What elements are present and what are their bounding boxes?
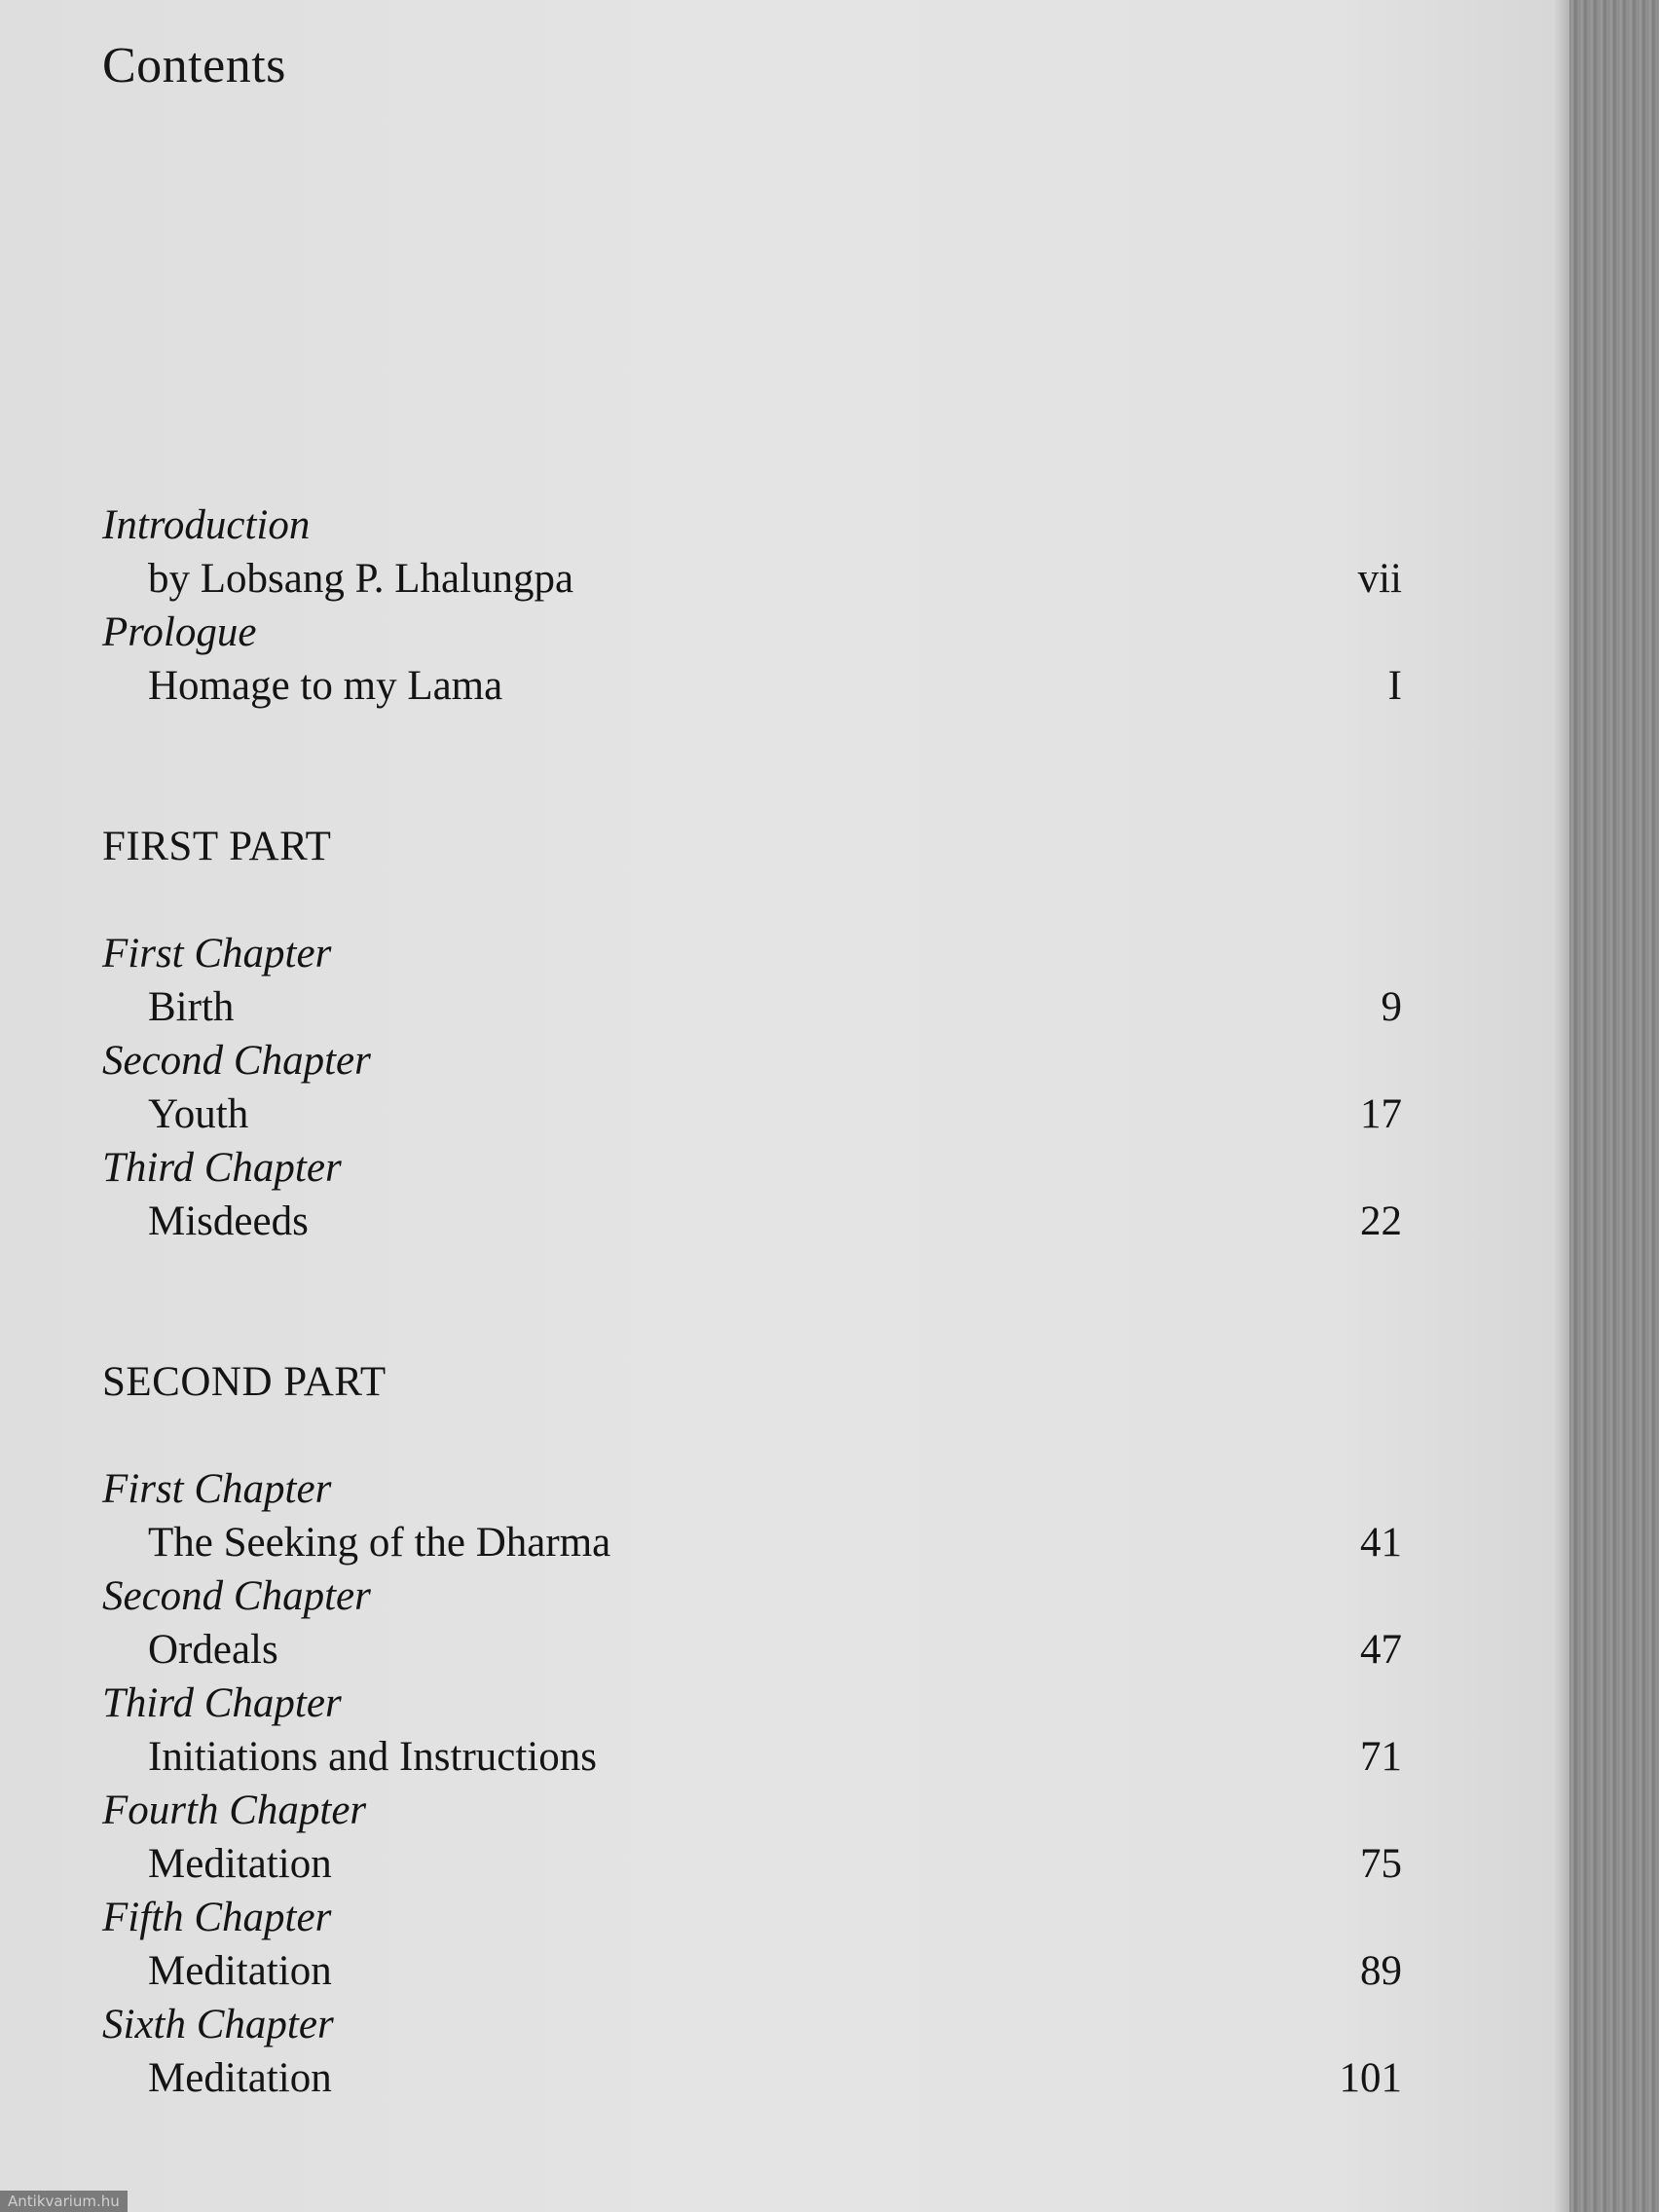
toc-entry-initiations	[102, 1677, 1402, 1784]
page-number: 41	[1360, 1520, 1402, 1566]
entry-label: Fourth Chapter	[102, 1788, 367, 1833]
entry-label: Third Chapter	[102, 1680, 342, 1726]
entry-title	[102, 1088, 1402, 1141]
entry-title	[102, 1623, 1402, 1677]
entry-label: Fifth Chapter	[102, 1895, 332, 1940]
entry-title-text: by Lobsang P. Lhalungpa	[148, 556, 574, 602]
part-heading-second: SECOND PART	[102, 1359, 387, 1405]
entry-title-text: Misdeeds	[148, 1198, 309, 1244]
part-heading-first: FIRST PART	[102, 824, 332, 869]
entry-title	[102, 980, 1402, 1034]
entry-label: Second Chapter	[102, 1573, 371, 1619]
toc-entry-meditation-sixth	[102, 1998, 1402, 2105]
entry-title	[102, 1730, 1402, 1784]
entry-title-text: Homage to my Lama	[148, 663, 503, 709]
toc-entry-meditation-fourth	[102, 1784, 1402, 1891]
toc-entry-birth	[102, 927, 1402, 1034]
entry-title	[102, 659, 1402, 713]
entry-title	[102, 2051, 1402, 2105]
toc-entry-introduction	[102, 498, 1402, 606]
entry-title-text: Youth	[148, 1091, 249, 1137]
entry-title-text: Initiations and Instructions	[148, 1734, 597, 1780]
entry-title-text: Meditation	[148, 2055, 332, 2101]
toc-entry-ordeals	[102, 1569, 1402, 1677]
entry-label: Third Chapter	[102, 1145, 342, 1191]
watermark: Antikvarium.hu	[0, 2191, 128, 2212]
toc-entry-prologue	[102, 606, 1402, 713]
page-stack-edge	[1569, 0, 1659, 2212]
entry-title-text: Meditation	[148, 1948, 332, 1994]
page-number: 17	[1360, 1091, 1402, 1137]
entry-label: Sixth Chapter	[102, 2002, 334, 2047]
entry-label: First Chapter	[102, 931, 332, 977]
entry-title	[102, 1837, 1402, 1891]
page-number: 9	[1381, 984, 1402, 1030]
page-number: 89	[1360, 1948, 1402, 1994]
page-number: vii	[1357, 556, 1402, 602]
entry-title-text: Birth	[148, 984, 235, 1030]
entry-title	[102, 552, 1402, 606]
entry-title	[102, 1195, 1402, 1248]
page-number: 101	[1339, 2055, 1402, 2101]
page-number: 22	[1360, 1198, 1402, 1244]
toc-entry-meditation-fifth	[102, 1891, 1402, 1998]
toc-entry-seeking-dharma	[102, 1462, 1402, 1569]
contents-heading: Contents	[102, 38, 286, 93]
page-number: I	[1387, 663, 1402, 709]
entry-title-text: Meditation	[148, 1841, 332, 1887]
entry-title-text: Ordeals	[148, 1627, 278, 1673]
entry-label: Second Chapter	[102, 1038, 371, 1084]
entry-label: First Chapter	[102, 1466, 332, 1512]
toc-entry-misdeeds	[102, 1141, 1402, 1248]
toc-entry-youth	[102, 1034, 1402, 1141]
page-number: 47	[1360, 1627, 1402, 1673]
entry-title	[102, 1944, 1402, 1998]
entry-label: Introduction	[102, 502, 311, 548]
table-of-contents	[102, 498, 1402, 2105]
entry-title-text: The Seeking of the Dharma	[148, 1520, 611, 1566]
entry-title	[102, 1516, 1402, 1569]
entry-label: Prologue	[102, 609, 257, 655]
page-number: 71	[1360, 1734, 1402, 1780]
page-number: 75	[1360, 1841, 1402, 1887]
